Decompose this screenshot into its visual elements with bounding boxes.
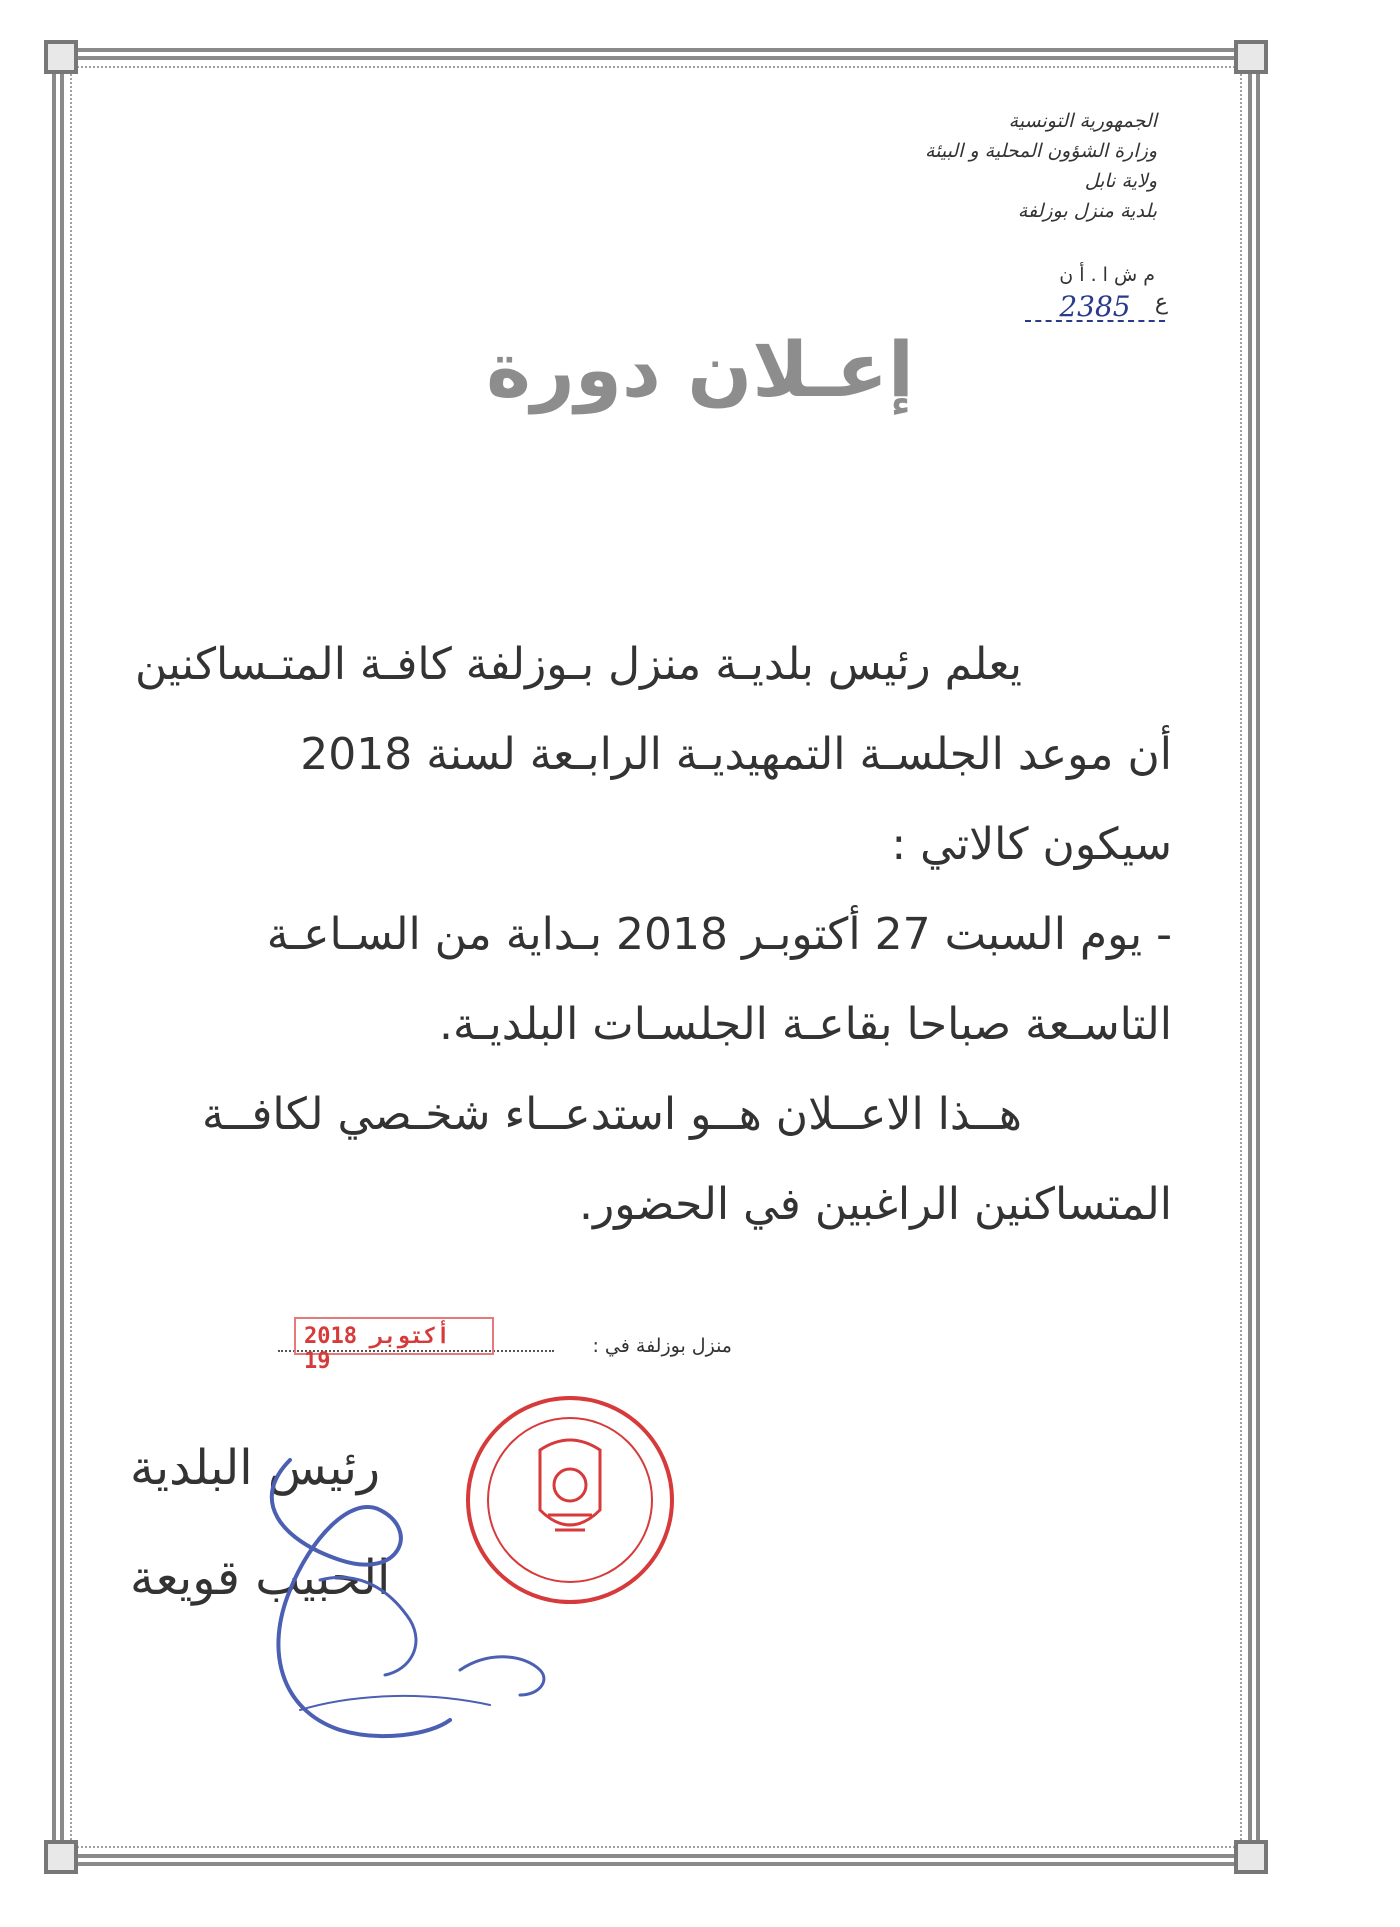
frame-corner-bottom-right xyxy=(1234,1840,1268,1874)
letterhead-republic: الجمهورية التونسية xyxy=(1008,110,1157,132)
frame-corner-bottom-left xyxy=(44,1840,78,1874)
frame-corner-top-left xyxy=(44,40,78,74)
reference-code-text: م ش ا . أ ن xyxy=(1059,264,1155,286)
letterhead-municipality: بلدية منزل بوزلفة xyxy=(1017,200,1157,222)
reference-number: 2385 xyxy=(1025,290,1165,322)
signature-title: رئيس البلدية xyxy=(130,1440,381,1496)
handwritten-signature xyxy=(170,1420,640,1780)
reference-prefix: ع xyxy=(1154,290,1168,315)
signature-name: الحبيب قويعة xyxy=(130,1550,391,1606)
body-line-1: يعلم رئيس بلديـة منزل بـوزلفة كافـة المتـساكنين xyxy=(135,639,1022,690)
date-stamp: 2018 أكتوبر 19 xyxy=(294,1317,494,1355)
letterhead xyxy=(737,106,1157,226)
letterhead-governorate: ولاية نابل xyxy=(1084,170,1157,192)
body-line-3: سيكون كالاتي : xyxy=(891,819,1172,870)
body-line-6: هــذا الاعــلان هــو استدعــاء شخـصي لكافــة xyxy=(202,1089,1022,1140)
document-title: إعـلان دورة xyxy=(486,325,914,414)
letterhead-ministry: وزارة الشؤون المحلية و البيئة xyxy=(924,140,1157,162)
frame-corner-top-right xyxy=(1234,40,1268,74)
body-line-2: أن موعد الجلسـة التمهيديـة الرابـعة لسنة 2018 xyxy=(300,729,1172,780)
body-line-7: المتساكنين الراغبين في الحضور. xyxy=(578,1179,1172,1230)
announcement-body xyxy=(135,620,1172,1250)
place-date-label: منزل بوزلفة في : xyxy=(592,1335,732,1357)
body-line-4: - يوم السبت 27 أكتوبـر 2018 بـداية من السـاعـة xyxy=(266,909,1172,960)
reference-code xyxy=(1059,264,1155,286)
body-line-5: التاسـعة صباحا بقاعـة الجلسـات البلديـة. xyxy=(439,999,1172,1050)
